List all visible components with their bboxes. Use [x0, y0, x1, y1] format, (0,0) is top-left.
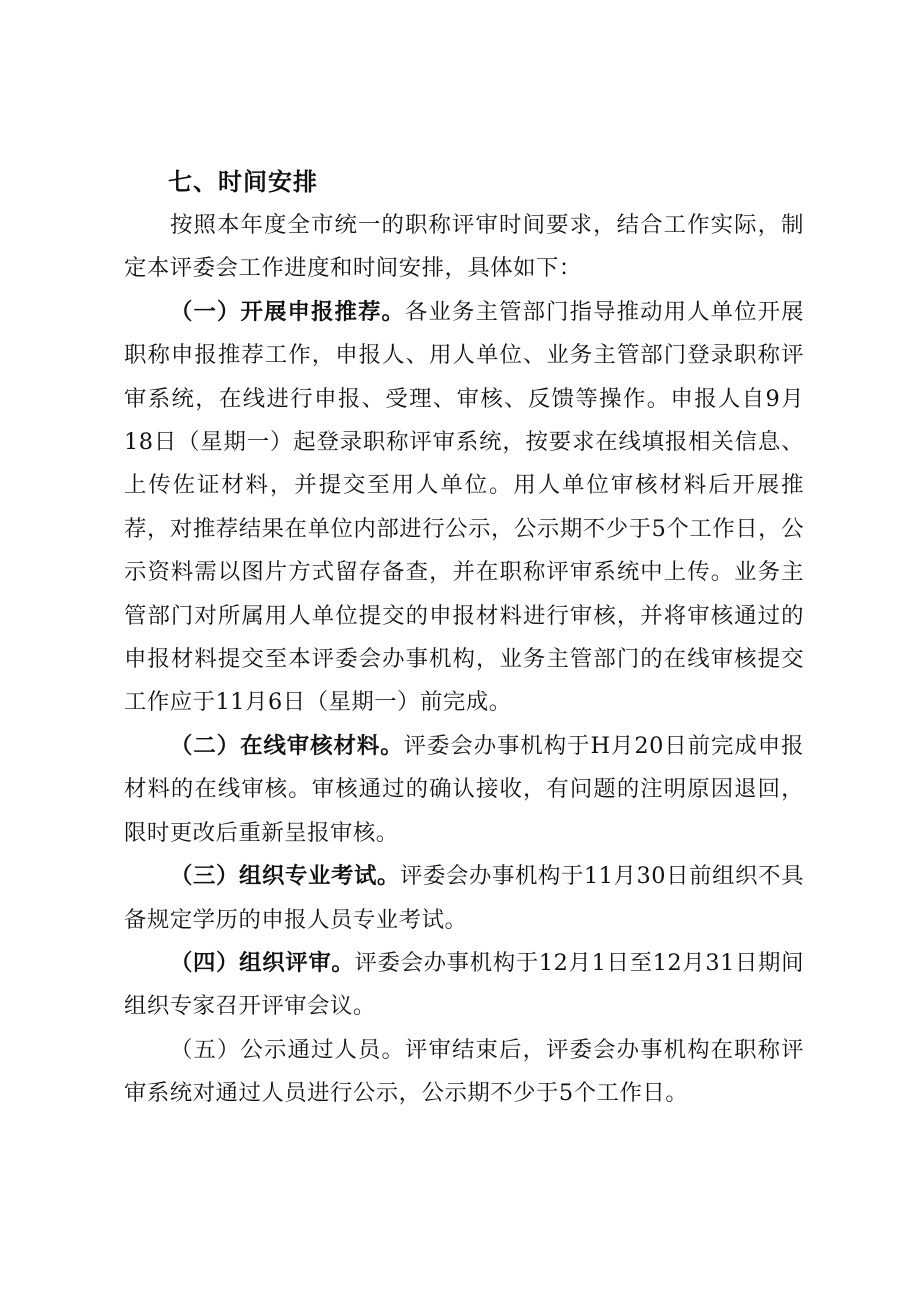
paragraph-publicize-results	[124, 1029, 804, 1116]
paragraph-body: 评审结束后，评委会办事机构在职称评审系统对通过人员进行公示，公示期不少于5个工作日。	[124, 1036, 805, 1107]
paragraph-professional-exam	[124, 855, 804, 942]
paragraph-body: 各业务主管部门指导推动用人单位开展职称申报推荐工作，申报人、用人单位、业务主管部门登录职称评审系统，在线进行申报、受理、审核、反馈等操作。申报人自9月18日（星期一）起登录职称评审系统，按要求在线填报相关信息、上传佐证材料，并提交至用人单位。用人单位审核材料后开展推荐，对推荐结果在单位内部进行公示，公示期不少于5个工作日，公示资料需以图片方式留存备查，并在职称评审系统中上传。业务主管部门对所属用人单位提交的申报材料进行审核，并将审核通过的申报材料提交至本评委会办事机构，业务主管部门的在线审核提交工作应于11月6日（星期一）前完成。	[124, 298, 805, 716]
paragraph-lead: （四）组织评审。	[170, 949, 355, 976]
paragraph-lead: （二）在线审核材料。	[170, 732, 404, 759]
paragraph-lead: （一）开展申报推荐。	[170, 298, 406, 325]
paragraph-lead: （五）公示通过人员。	[170, 1036, 406, 1063]
paragraph-body: 评委会办事机构于11月30日前组织不具备规定学历的申报人员专业考试。	[124, 863, 805, 933]
intro-paragraph: 按照本年度全市统一的职称评审时间要求，结合工作实际，制定本评委会工作进度和时间安排，具体如下：	[124, 212, 804, 282]
section-heading: 七、时间安排	[168, 168, 318, 196]
paragraph-application-recommendation	[124, 291, 804, 725]
paragraph-organize-review	[124, 942, 804, 1029]
paragraph-body: 评委会办事机构于12月1日至12月31日期间组织专家召开评审会议。	[124, 949, 804, 1020]
paragraph-lead: （三）组织专业考试。	[170, 863, 400, 890]
paragraph-body: 评委会办事机构于H月20日前完成申报材料的在线审核。审核通过的确认接收，有问题的注明原因退回，限时更改后重新呈报审核。	[124, 732, 804, 846]
paragraph-online-review	[124, 725, 804, 855]
document-content	[124, 160, 804, 1116]
